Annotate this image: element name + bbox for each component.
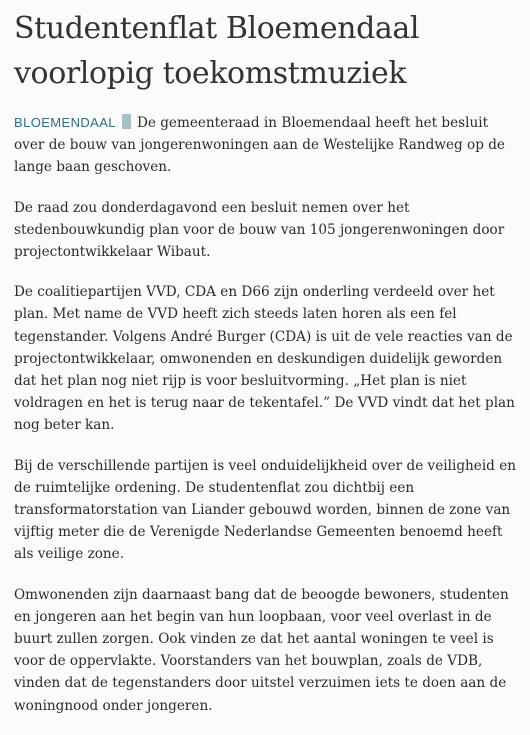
article — [14, 6, 520, 735]
article-body — [14, 112, 520, 717]
article-headline — [14, 6, 520, 96]
headline-line-2: voorlopig toekomstmuziek — [14, 56, 407, 91]
dateline-marker-icon — [122, 114, 131, 129]
paragraph: De raad zou donderdagavond een besluit nemen over het stedenbouwkundig plan voor de bouw van 105 jongerenwoningen door projectontwikkelaar Wibaut. — [14, 199, 505, 261]
lead-paragraph — [14, 112, 520, 179]
headline-line-1: Studentenflat Bloemendaal — [14, 11, 420, 46]
dateline: BLOEMENDAAL — [14, 115, 116, 130]
paragraph-text: De gemeenteraad in Bloemendaal heeft het besluit over de bouw van jongerenwoningen aan de Westelijke Randweg op de lange baan geschoven. — [14, 115, 505, 176]
paragraph: Omwonenden zijn daarnaast bang dat de beoogde bewoners, studenten en jongeren aan het begin van hun loopbaan, voor veel overlast in de buurt zullen zorgen. Ook vinden ze dat het aantal woningen te veel is voor de oppervlakte. Voorstanders van het bouwplan, zoals de VDB, vinden dat de tegenstanders door uitstel verzuimen iets te doen aan de woningnood onder jongeren. — [14, 586, 509, 714]
paragraph: Bij de verschillende partijen is veel onduidelijkheid over de veiligheid en de ruimtelijke ordening. De studentenflat zou dichtbij een transformatorstation van Liander gebouwd worden, binnen de zone van vijftig meter die de Verenigde Nederlandse Gemeenten benoemd heeft als veilige zone. — [14, 457, 516, 563]
paragraph: De coalitiepartijen VVD, CDA en D66 zijn onderling verdeeld over het plan. Met name de VVD heeft zich steeds laten horen als een fel tegenstander. Volgens André Burger (CDA) is uit de vele reacties van de projectontwikkelaar, omwonenden en deskundigen duidelijk geworden dat het plan nog niet rijp is voor besluitvorming. „Het plan is niet voldragen en het is terug naar de tekentafel.” De VVD vindt dat het plan nog beter kan. — [14, 284, 515, 434]
